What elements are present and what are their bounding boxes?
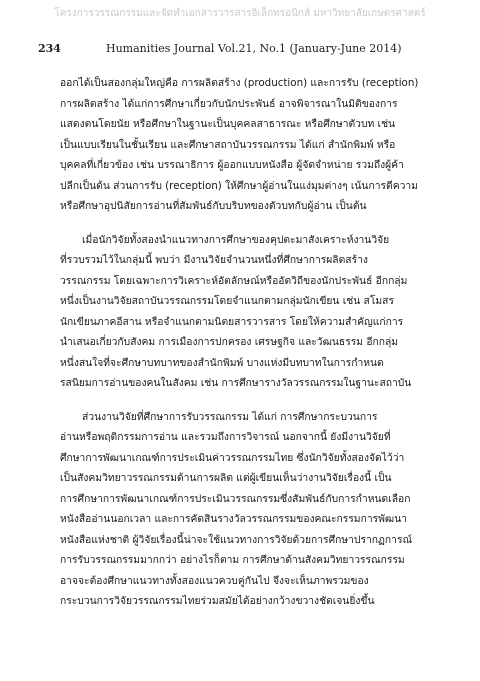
text-line: ที่รวบรวมไว้ในกลุ่มนี้ พบว่า มีงานวิจัยจำนวนหนึ่งที่ศึกษาการผลิตสร้าง — [60, 254, 368, 266]
text-line: หนังสืออ่านนอกเวลา และการคัดสินรางวัลวรรณกรรมของคณะกรรมการพัฒนา — [60, 513, 408, 525]
text-line: หนึ่งสนใจที่จะศึกษาบทบาทของสำนักพิมพ์ บางแห่งมีบทบาทในการกำหนด — [60, 356, 384, 369]
text-line: นำเสนอเกี่ยวกับสังคม การเมืองการปกครอง เศรษฐกิจ และวัฒนธรรม อีกกลุ่ม — [60, 336, 399, 348]
text-line: หรือศึกษาอุปนิสัยการอ่านที่สัมพันธ์กับบริบทของตัวบทกับผู้อ่าน เป็นต้น — [60, 200, 367, 212]
paragraph-1 — [60, 73, 428, 217]
text-line: การผลิตสร้าง ได้แก่การศึกษาเกี่ยวกับนักประพันธ์ อาจพิจารณาในมิติของการ — [60, 97, 398, 110]
text-line: วรรณกรรม โดยเฉพาะการวิเคราะห์อัตลักษณ์หรืออัตวิถีของนักประพันธ์ อีกกลุ่ม — [60, 274, 408, 287]
text-line: หนังสือแห่งชาติ ผู้วิจัยเรื่องนี้น่าจะใช้แนวทางการวิจัยด้วยการศึกษาปรากฏการณ์ — [60, 533, 413, 546]
text-line: เป็นแบบเรียนในชั้นเรียน และศึกษาสถาบันวรรณกรรม ได้แก่ สำนักพิมพ์ หรือ — [60, 138, 396, 151]
paragraph-3 — [60, 407, 428, 612]
page-number: 234 — [38, 42, 61, 55]
text-line: ออกได้เป็นสองกลุ่มใหญ่คือ การผลิตสร้าง (production) และการรับ (reception) — [60, 77, 419, 89]
text-line: เป็นสังคมวิทยาวรรณกรรมด้านการผลิต แต่ผู้เขียนเห็นว่างานวิจัยเรื่องนี้ เป็น — [60, 472, 392, 484]
journal-title: Humanities Journal Vol.21, No.1 (January-June 2014) — [106, 42, 402, 55]
text-line: ส่วนงานวิจัยที่ศึกษาการรับวรรณกรรม ได้แก่ การศึกษากระบวนการ — [82, 410, 378, 423]
text-line: ปลีกเป็นต้น ส่วนการรับ (reception) ให้ศึกษาผู้อ่านในแง่มุมต่างๆ เน้นการตีความ — [60, 179, 418, 192]
text-line: นักเขียนภาคอีสาน หรือจำแนกตามนิตยสารวารสาร โดยให้ความสำคัญแก่การ — [60, 315, 404, 328]
text-line: กระบวนการวิจัยวรรณกรรมไทยร่วมสมัยได้อย่างกว้างขวางชัดเจนยิ่งขึ้น — [60, 595, 375, 607]
paragraph-2 — [60, 230, 428, 394]
text-line: เมื่อนักวิจัยทั้งสองนำแนวทางการศึกษาของคุปตะมาสังเคราะห์งานวิจัย — [82, 233, 390, 246]
text-line: อาจจะต้องศึกษาแนวทางทั้งสองแนวควบคู่กันไป จึงจะเห็นภาพรวมของ — [60, 574, 369, 587]
watermark-text: โครงการวรรณกรรมและจัดทำเอกสารวารสารอิเล็กทรอนิกส์ มหาวิทยาลัยเกษตรศาสตร์ — [54, 8, 426, 19]
text-line: ศึกษาการพัฒนาเกณฑ์การประเมินค่าวรรณกรรมไทย ซึ่งนักวิจัยทั้งสองจัดไว้ว่า — [60, 451, 405, 464]
text-line: แสดงตนโดยนัย หรือศึกษาในฐานะเป็นบุคคลสาธารณะ หรือศึกษาตัวบท เช่น — [60, 118, 396, 130]
text-line: บุคคลที่เกี่ยวข้อง เช่น บรรณาธิการ ผู้ออกแบบหนังสือ ผู้จัดจำหน่าย รวมถึงผู้ค้า — [60, 159, 404, 171]
page-header — [38, 42, 442, 56]
body-text — [60, 73, 428, 612]
text-line: อ่านหรือพฤติกรรมการอ่าน และรวมถึงการวิจารณ์ นอกจากนี้ ยังมีงานวิจัยที่ — [60, 431, 391, 443]
text-line: หนึ่งเป็นงานวิจัยสถาบันวรรณกรรมโดยจำแนกตามกลุ่มนักเขียน เช่น สโมสร — [60, 295, 394, 307]
text-line: การรับวรรณกรรมมากกว่า อย่างไรก็ตาม การศึกษาด้านสังคมวิทยาวรรณกรรม — [60, 554, 405, 566]
text-line: รสนิยมการอ่านของคนในสังคม เช่น การศึกษารางวัลวรรณกรรมในฐานะสถาบัน — [60, 377, 412, 389]
text-line: การศึกษาการพัฒนาเกณฑ์การประเมินวรรณกรรมซึ่งสัมพันธ์กับการกำหนดเลือก — [60, 492, 411, 505]
